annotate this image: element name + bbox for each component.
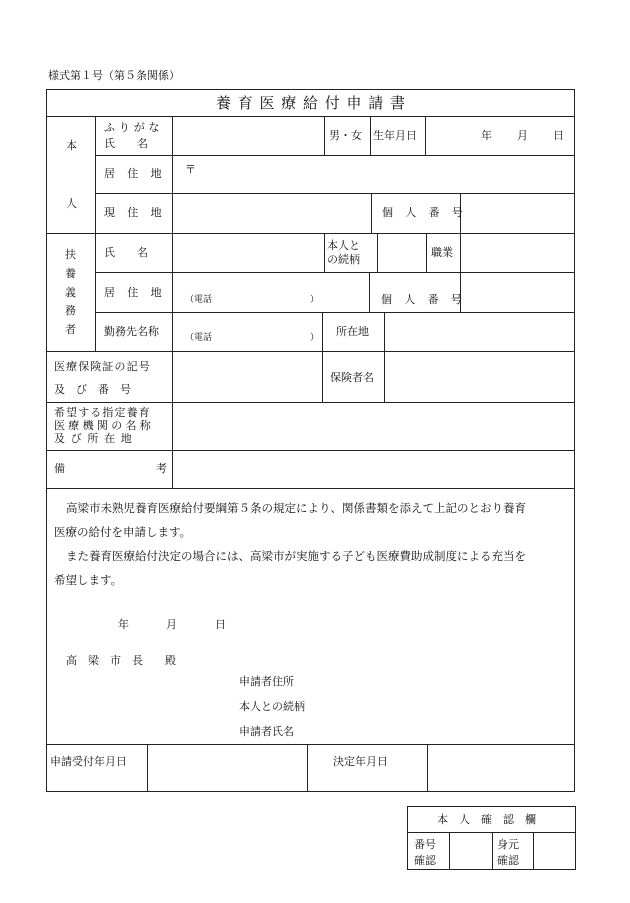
table-line	[426, 233, 427, 272]
table-line	[46, 791, 575, 792]
guardian-section-label: 養	[65, 267, 76, 280]
institution-label: 医療機関の名称	[54, 419, 155, 432]
decision-date-label: 決定年月日	[333, 755, 388, 768]
guardian-section-label: 者	[65, 323, 76, 336]
remarks-label: 備	[54, 462, 65, 475]
applicant-relation-label: 本人との続柄	[239, 700, 305, 713]
table-line	[95, 116, 96, 351]
identity-check-field[interactable]	[535, 834, 574, 868]
location-field[interactable]	[386, 314, 573, 350]
guardian-residence-field[interactable]	[174, 274, 368, 310]
table-line	[147, 744, 148, 792]
applicant-residence-label: 居 住 地	[104, 167, 166, 180]
table-line	[46, 744, 575, 745]
birthdate-label: 生年月日	[373, 129, 417, 142]
relation-field[interactable]	[379, 235, 425, 271]
insurance-number-field[interactable]	[174, 353, 321, 400]
applicant-section-label: 人	[66, 197, 77, 210]
insurance-label: 医療保険証の記号	[54, 360, 151, 373]
addressee: 高 梁 市 長 殿	[66, 654, 176, 667]
workplace-field[interactable]	[174, 314, 321, 350]
table-line	[425, 116, 426, 155]
table-line	[449, 832, 450, 870]
applicant-personal-number-field[interactable]	[462, 195, 573, 231]
received-date-field[interactable]	[149, 746, 306, 790]
applicant-section-label: 本	[66, 139, 77, 152]
number-check-label: 確認	[414, 854, 436, 867]
furigana-label: ふりがな	[104, 121, 164, 134]
applicant-name-field[interactable]	[174, 118, 323, 154]
table-line	[95, 312, 575, 313]
guardian-section-label: 義	[65, 286, 76, 299]
guardian-name-label: 氏 名	[104, 246, 148, 259]
table-line	[427, 744, 428, 792]
table-line	[370, 116, 371, 155]
applicant-personal-number-label: 個 人 番 号	[382, 206, 468, 219]
table-line	[307, 744, 308, 792]
guardian-residence-label: 居 住 地	[104, 286, 166, 299]
guardian-personal-number-label: 個 人 番 号	[381, 293, 467, 306]
applicant-name-signature-label: 申請者氏名	[239, 725, 294, 738]
insurer-field[interactable]	[386, 353, 573, 400]
institution-label: 及 び 所 在 地	[54, 432, 133, 445]
table-line	[407, 806, 576, 807]
table-line	[460, 272, 461, 312]
table-line	[46, 116, 575, 117]
table-line	[46, 488, 575, 489]
table-line	[384, 312, 385, 402]
table-line	[95, 272, 575, 273]
table-line	[46, 233, 575, 234]
decision-date-field[interactable]	[429, 746, 573, 790]
number-check-label: 番号	[414, 838, 436, 851]
birth-day-label: 日	[553, 129, 564, 142]
remarks-field[interactable]	[174, 452, 573, 486]
insurer-label: 保険者名	[330, 371, 374, 384]
relation-label: 本人と	[327, 239, 360, 252]
table-line	[574, 89, 575, 792]
guardian-name-field[interactable]	[174, 235, 323, 271]
occupation-label: 職業	[431, 246, 453, 259]
institution-field[interactable]	[174, 404, 573, 448]
received-date-label: 申請受付年月日	[50, 755, 127, 768]
guardian-section-label: 扶	[65, 248, 76, 261]
location-label: 所在地	[336, 325, 369, 338]
form-title: 養育医療給付申請書	[216, 94, 412, 112]
table-line	[46, 450, 575, 451]
table-line	[322, 312, 323, 402]
table-line	[371, 193, 372, 233]
phone-label: ）	[310, 333, 320, 343]
confirmation-title: 本 人 確 認 欄	[437, 813, 536, 826]
table-line	[324, 233, 325, 272]
applicant-name-label: 氏 名	[104, 137, 148, 150]
phone-label: ）	[310, 295, 320, 305]
statement-text: 医療の給付を申請します。	[54, 525, 192, 539]
table-line	[172, 116, 173, 488]
insurance-label: 及 び 番 号	[54, 383, 131, 396]
phone-label: （電話	[185, 333, 213, 343]
table-line	[377, 233, 378, 272]
date-year-label: 年	[118, 618, 129, 631]
date-day-label: 日	[215, 618, 226, 631]
table-line	[492, 832, 493, 870]
occupation-field[interactable]	[462, 235, 573, 271]
table-line	[95, 155, 575, 156]
number-check-field[interactable]	[451, 834, 491, 868]
guardian-section-label: 務	[65, 304, 76, 317]
relation-label: の続柄	[327, 253, 360, 266]
date-month-label: 月	[166, 618, 177, 631]
current-address-label: 現 住 地	[104, 206, 166, 219]
table-line	[407, 806, 408, 870]
table-line	[460, 233, 461, 272]
postal-mark: 〒	[185, 163, 196, 176]
form-number: 様式第１号（第５条関係）	[48, 69, 180, 82]
workplace-label: 勤務先名称	[104, 325, 159, 338]
identity-check-label: 身元	[497, 838, 519, 851]
table-line	[369, 272, 370, 312]
birth-month-label: 月	[517, 129, 528, 142]
table-line	[46, 89, 47, 792]
table-line	[324, 116, 325, 155]
statement-text: また養育医療給付決定の場合には、高梁市が実施する子ども医療費助成制度による充当を	[66, 549, 526, 563]
institution-label: 希望する指定養育	[54, 406, 151, 419]
table-line	[46, 89, 575, 90]
sex-selector[interactable]: 男・女	[329, 129, 362, 142]
applicant-address-label: 申請者住所	[239, 675, 294, 688]
phone-label: （電話	[185, 295, 213, 305]
table-line	[95, 193, 575, 194]
table-line	[575, 806, 576, 870]
table-line	[533, 832, 534, 870]
identity-check-label: 確認	[497, 854, 519, 867]
current-address-field[interactable]	[174, 195, 370, 231]
remarks-label: 考	[156, 462, 167, 475]
table-line	[46, 402, 575, 403]
table-line	[46, 351, 575, 352]
guardian-personal-number-field[interactable]	[462, 274, 573, 310]
statement-text: 希望します。	[54, 573, 123, 587]
statement-text: 高梁市未熟児養育医療給付要綱第５条の規定により、関係書類を添えて上記のとおり養育	[66, 501, 526, 515]
birth-year-label: 年	[481, 129, 492, 142]
applicant-residence-field[interactable]	[174, 157, 573, 191]
